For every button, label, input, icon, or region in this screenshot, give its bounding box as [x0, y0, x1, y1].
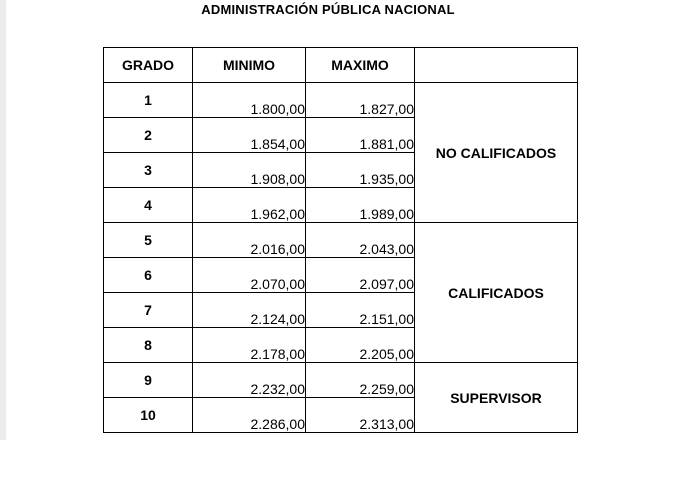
- maximo-cell: 2.205,00: [306, 328, 415, 363]
- table-row: [104, 83, 578, 118]
- maximo-cell: 2.313,00: [306, 398, 415, 433]
- minimo-cell: 2.016,00: [193, 223, 306, 258]
- grado-cell: 8: [104, 328, 193, 363]
- header-blank-cell: [415, 48, 578, 83]
- maximo-cell: 1.989,00: [306, 188, 415, 223]
- category-supervisor: SUPERVISOR: [415, 363, 578, 433]
- header-maximo: MAXIMO: [306, 48, 415, 83]
- salary-grade-table: [103, 47, 578, 433]
- maximo-cell: 2.259,00: [306, 363, 415, 398]
- minimo-cell: 2.178,00: [193, 328, 306, 363]
- category-no-calificados: NO CALIFICADOS: [415, 83, 578, 223]
- grado-cell: 5: [104, 223, 193, 258]
- maximo-cell: 2.151,00: [306, 293, 415, 328]
- grado-cell: 7: [104, 293, 193, 328]
- grado-cell: 10: [104, 398, 193, 433]
- minimo-cell: 1.854,00: [193, 118, 306, 153]
- grado-cell: 2: [104, 118, 193, 153]
- maximo-cell: 1.881,00: [306, 118, 415, 153]
- minimo-cell: 2.070,00: [193, 258, 306, 293]
- category-calificados: CALIFICADOS: [415, 223, 578, 363]
- maximo-cell: 2.043,00: [306, 223, 415, 258]
- left-edge-strip: [0, 0, 6, 440]
- minimo-cell: 2.286,00: [193, 398, 306, 433]
- grado-cell: 6: [104, 258, 193, 293]
- maximo-cell: 1.935,00: [306, 153, 415, 188]
- grado-cell: 3: [104, 153, 193, 188]
- minimo-cell: 2.124,00: [193, 293, 306, 328]
- minimo-cell: 1.908,00: [193, 153, 306, 188]
- grado-cell: 9: [104, 363, 193, 398]
- header-grado: GRADO: [104, 48, 193, 83]
- table-row: [104, 363, 578, 398]
- header-row: [104, 48, 578, 83]
- minimo-cell: 2.232,00: [193, 363, 306, 398]
- maximo-cell: 1.827,00: [306, 83, 415, 118]
- minimo-cell: 1.962,00: [193, 188, 306, 223]
- maximo-cell: 2.097,00: [306, 258, 415, 293]
- grado-cell: 1: [104, 83, 193, 118]
- minimo-cell: 1.800,00: [193, 83, 306, 118]
- grado-cell: 4: [104, 188, 193, 223]
- table-row: [104, 223, 578, 258]
- document-title: ADMINISTRACIÓN PÚBLICA NACIONAL: [201, 2, 455, 17]
- header-minimo: MINIMO: [193, 48, 306, 83]
